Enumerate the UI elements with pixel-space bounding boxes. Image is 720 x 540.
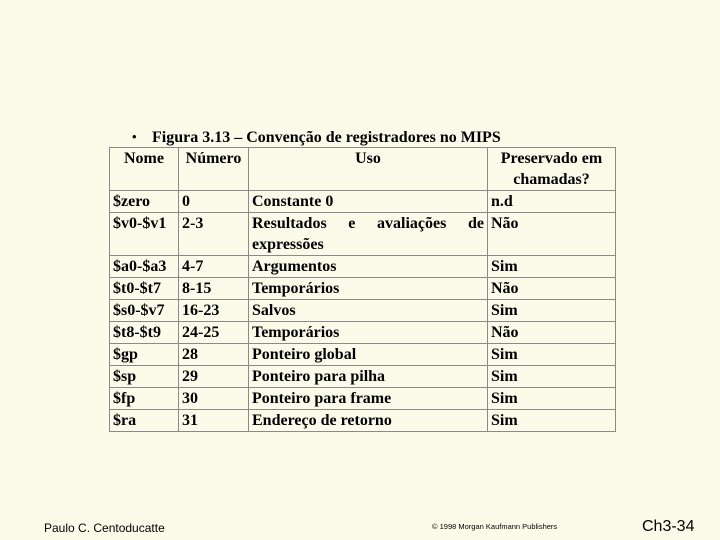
table-row: [110, 366, 616, 388]
register-convention-table: [109, 147, 616, 432]
cell-preservado: Sim: [488, 366, 616, 388]
cell-uso: Temporários: [249, 322, 488, 344]
cell-preservado: Sim: [488, 300, 616, 322]
table-row: [110, 278, 616, 300]
cell-uso-line1: Resultados e avaliações de: [252, 215, 484, 232]
cell-nome: $fp: [110, 388, 179, 410]
table-row: [110, 191, 616, 213]
cell-numero: 24-25: [179, 322, 249, 344]
cell-nome: $sp: [110, 366, 179, 388]
cell-numero: 0: [179, 191, 249, 213]
cell-numero: 31: [179, 410, 249, 432]
cell-uso: Ponteiro para pilha: [249, 366, 488, 388]
cell-preservado: Sim: [488, 344, 616, 366]
cell-preservado: Não: [488, 278, 616, 300]
cell-preservado: n.d: [488, 191, 616, 213]
cell-numero: 29: [179, 366, 249, 388]
cell-numero: 16-23: [179, 300, 249, 322]
cell-uso: Constante 0: [249, 191, 488, 213]
cell-nome: $t0-$t7: [110, 278, 179, 300]
header-preservado: [488, 148, 616, 191]
header-preservado-line2: chamadas?: [513, 171, 590, 188]
cell-numero: 8-15: [179, 278, 249, 300]
figure-title: [132, 127, 501, 148]
cell-uso: Argumentos: [249, 256, 488, 278]
header-uso: Uso: [249, 148, 488, 191]
footer-copyright: © 1998 Morgan Kaufmann Publishers: [432, 522, 558, 531]
cell-uso: Ponteiro global: [249, 344, 488, 366]
table-row: [110, 410, 616, 432]
cell-nome: $zero: [110, 191, 179, 213]
cell-nome: $ra: [110, 410, 179, 432]
cell-numero: 4-7: [179, 256, 249, 278]
header-preservado-line1: Preservado em: [500, 150, 603, 167]
cell-numero: 28: [179, 344, 249, 366]
cell-preservado: Sim: [488, 410, 616, 432]
cell-preservado: Sim: [488, 256, 616, 278]
cell-nome: $v0-$v1: [110, 213, 179, 256]
cell-nome: $gp: [110, 344, 179, 366]
cell-numero: 2-3: [179, 213, 249, 256]
bullet-icon: •: [132, 129, 137, 144]
table-row: [110, 213, 616, 256]
cell-numero: 30: [179, 388, 249, 410]
table-row: [110, 344, 616, 366]
cell-nome: $a0-$a3: [110, 256, 179, 278]
cell-uso-line2: expressões: [252, 236, 324, 253]
table-row: [110, 322, 616, 344]
header-nome: Nome: [110, 148, 179, 191]
cell-uso: Temporários: [249, 278, 488, 300]
table-row: [110, 256, 616, 278]
cell-preservado: Sim: [488, 388, 616, 410]
cell-uso: Salvos: [249, 300, 488, 322]
cell-uso: Ponteiro para frame: [249, 388, 488, 410]
footer-author: Paulo C. Centoducatte: [44, 521, 165, 535]
table-row: [110, 388, 616, 410]
table-row: [110, 300, 616, 322]
cell-nome: $s0-$v7: [110, 300, 179, 322]
slide-number: Ch3-34: [642, 518, 695, 535]
cell-uso: [249, 213, 488, 256]
cell-preservado: Não: [488, 322, 616, 344]
header-numero: Número: [179, 148, 249, 191]
table-header-row: [110, 148, 616, 191]
cell-preservado: Não: [488, 213, 616, 256]
cell-uso: Endereço de retorno: [249, 410, 488, 432]
figure-title-text: Figura 3.13 – Convenção de registradores no MIPS: [152, 129, 501, 146]
cell-nome: $t8-$t9: [110, 322, 179, 344]
